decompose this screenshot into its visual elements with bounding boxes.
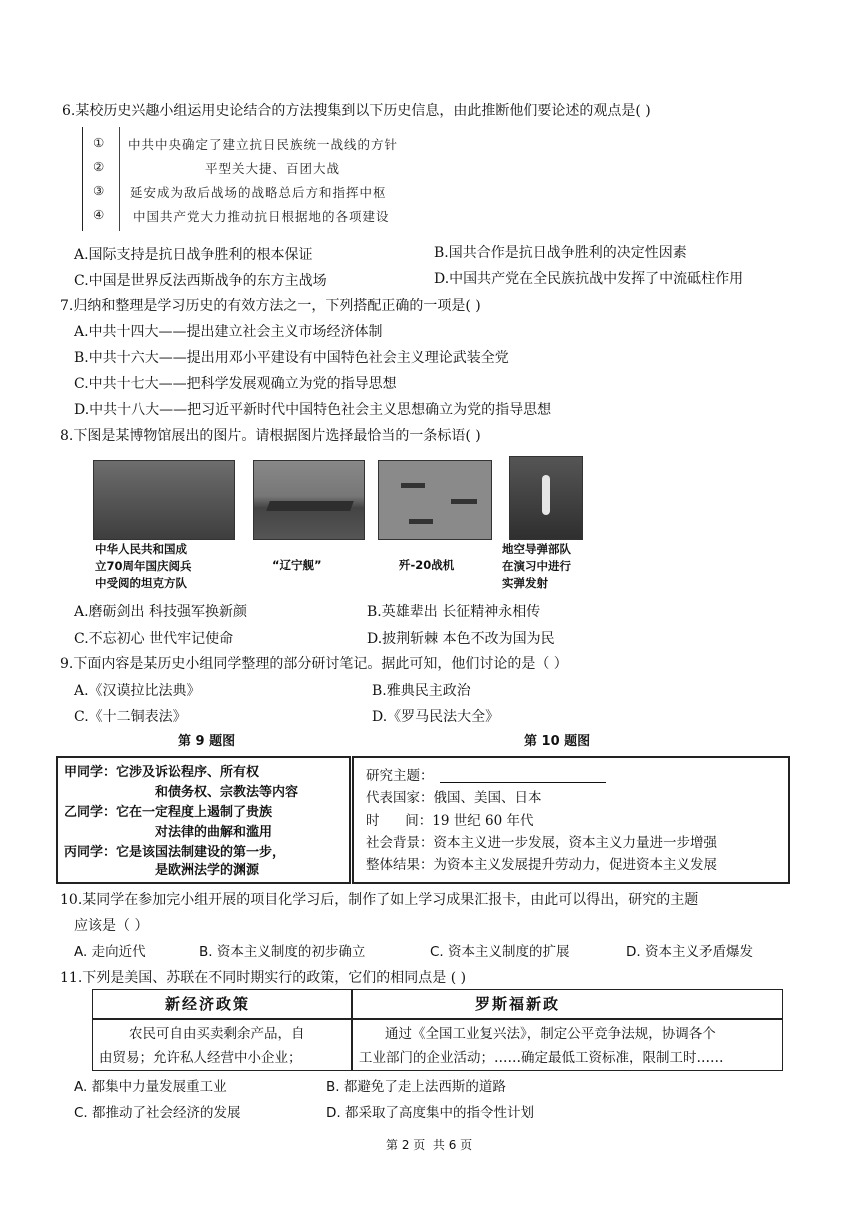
- q9-option-d[interactable]: D.《罗马民法大全》: [372, 709, 500, 725]
- q6-item-text: 延安成为敌后战场的战略总后方和指挥中枢: [130, 185, 387, 200]
- table-header-nep: 新经济政策: [165, 995, 251, 1013]
- q10-stem-line1: 10.某同学在参加完小组开展的项目化学习后，制作了如上学习成果汇报卡，由此可以得出，研究的主题: [60, 892, 699, 908]
- card-line: 研究主题：: [366, 768, 434, 784]
- card-line: 代表国家：俄国、美国、日本: [366, 790, 542, 806]
- q8-caption-3: 歼-20战机: [399, 558, 455, 572]
- q10-option-c[interactable]: C. 资本主义制度的扩展: [430, 944, 570, 960]
- q10-stem-line2: 应该是（ ）: [74, 918, 149, 934]
- q8-option-d[interactable]: D.披荆斩棘 本色不改为国为民: [367, 631, 555, 647]
- blank-line: [440, 782, 606, 783]
- q9-option-a[interactable]: A.《汉谟拉比法典》: [74, 683, 201, 699]
- card-line: 社会背景：资本主义进一步发展，资本主义力量进一步增强: [366, 835, 717, 851]
- caption-line: 实弹发射: [502, 576, 548, 590]
- q10-option-a[interactable]: A. 走向近代: [74, 944, 146, 960]
- q8-option-b[interactable]: B.英雄辈出 长征精神永相传: [367, 604, 541, 620]
- q7-option-a[interactable]: A.中共十四大——提出建立社会主义市场经济体制: [74, 324, 383, 340]
- table-cell-line: 通过《全国工业复兴法》，制定公平竞争法规，协调各个: [385, 1026, 716, 1042]
- q6-stem: 6.某校历史兴趣小组运用史论结合的方法搜集到以下历史信息，由此推断他们要论述的观点是( ): [62, 103, 651, 119]
- q11-stem: 11.下列是美国、苏联在不同时期实行的政策，它们的相同点是 ( ): [60, 970, 467, 986]
- q9-notes-box: [56, 756, 351, 884]
- q6-item-num: ①: [93, 135, 106, 150]
- q7-stem: 7.归纳和整理是学习历史的有效方法之一，下列搭配正确的一项是( ): [60, 298, 481, 314]
- q7-option-b[interactable]: B.中共十六大——提出用邓小平建设有中国特色社会主义理论武装全党: [74, 350, 509, 366]
- q10-report-card: [352, 756, 790, 884]
- caption-line: 中华人民共和国成: [95, 542, 187, 556]
- q6-item-text: 平型关大捷、百团大战: [205, 161, 341, 176]
- page-number: 第 2 页 共 6 页: [386, 1138, 473, 1152]
- note-line: 乙同学：它在一定程度上遏制了贵族: [64, 805, 273, 820]
- fighter-jet-photo: [378, 460, 492, 540]
- caption-line: 中受阅的坦克方队: [95, 576, 187, 590]
- q7-option-d[interactable]: D.中共十八大——把习近平新时代中国特色社会主义思想确立为党的指导思想: [74, 402, 552, 418]
- q6-item-num: ②: [93, 159, 106, 174]
- table-cell-line: 农民可自由买卖剩余产品，自: [129, 1026, 305, 1042]
- q8-stem: 8.下图是某博物馆展出的图片。请根据图片选择最恰当的一条标语( ): [60, 428, 481, 444]
- q9-option-c[interactable]: C.《十二铜表法》: [74, 709, 187, 725]
- q6-item-num: ④: [93, 207, 106, 222]
- card-line: 时 间：19 世纪 60 年代: [366, 813, 534, 829]
- q6-option-a[interactable]: A.国际支持是抗日战争胜利的根本保证: [74, 247, 313, 263]
- q6-item-text: 中共中央确定了建立抗日民族统一战线的方针: [128, 137, 399, 152]
- note-line: 甲同学：它涉及诉讼程序、所有权: [64, 765, 260, 780]
- missile-launch-photo: [509, 456, 583, 540]
- tank-parade-photo: [93, 460, 235, 540]
- table-cell-line: 工业部门的企业活动；……确定最低工资标准，限制工时……: [359, 1050, 724, 1066]
- q6-option-d[interactable]: D.中国共产党在全民族抗战中发挥了中流砥柱作用: [434, 271, 744, 287]
- q8-option-c[interactable]: C.不忘初心 世代牢记使命: [74, 631, 234, 647]
- card-line: 整体结果：为资本主义发展提升劳动力，促进资本主义发展: [366, 857, 717, 873]
- note-line: 和债务权、宗教法等内容: [155, 785, 299, 800]
- q9-stem: 9.下面内容是某历史小组同学整理的部分研讨笔记。据此可知，他们讨论的是（ ）: [60, 656, 568, 672]
- q9-option-b[interactable]: B.雅典民主政治: [372, 683, 471, 699]
- q11-option-a[interactable]: A. 都集中力量发展重工业: [74, 1079, 227, 1095]
- q10-option-d[interactable]: D. 资本主义矛盾爆发: [626, 944, 753, 960]
- caption-line: 在演习中进行: [502, 559, 571, 573]
- q7-option-c[interactable]: C.中共十七大——把科学发展观确立为党的指导思想: [74, 376, 397, 392]
- caption-line: 地空导弹部队: [502, 542, 571, 556]
- note-line: 对法律的曲解和滥用: [155, 825, 273, 840]
- q8-option-a[interactable]: A.磨砺剑出 科技强军换新颜: [74, 604, 248, 620]
- q10-option-b[interactable]: B. 资本主义制度的初步确立: [199, 944, 366, 960]
- caption-line: 立70周年国庆阅兵: [95, 559, 192, 573]
- q6-option-c[interactable]: C.中国是世界反法西斯战争的东方主战场: [74, 273, 327, 289]
- q6-option-b[interactable]: B.国共合作是抗日战争胜利的决定性因素: [434, 245, 687, 261]
- q10-figure-title: 第 10 题图: [524, 734, 591, 749]
- note-line: 是欧洲法学的渊源: [155, 863, 260, 878]
- q11-option-c[interactable]: C. 都推动了社会经济的发展: [74, 1105, 241, 1121]
- q6-item-text: 中国共产党大力推动抗日根据地的各项建设: [133, 209, 390, 224]
- q11-option-d[interactable]: D. 都采取了高度集中的指令性计划: [326, 1105, 534, 1121]
- aircraft-carrier-photo: [253, 460, 365, 540]
- table-cell-line: 由贸易；允许私人经营中小企业；: [99, 1050, 302, 1066]
- note-line: 丙同学：它是该国法制建设的第一步，: [64, 845, 286, 860]
- q6-item-num: ③: [93, 183, 106, 198]
- q11-option-b[interactable]: B. 都避免了走上法西斯的道路: [326, 1079, 506, 1095]
- table-header-new-deal: 罗斯福新政: [475, 995, 561, 1013]
- q11-policy-table: [92, 989, 783, 1071]
- q8-caption-2: “辽宁舰”: [272, 558, 322, 572]
- q9-figure-title: 第 9 题图: [178, 734, 236, 749]
